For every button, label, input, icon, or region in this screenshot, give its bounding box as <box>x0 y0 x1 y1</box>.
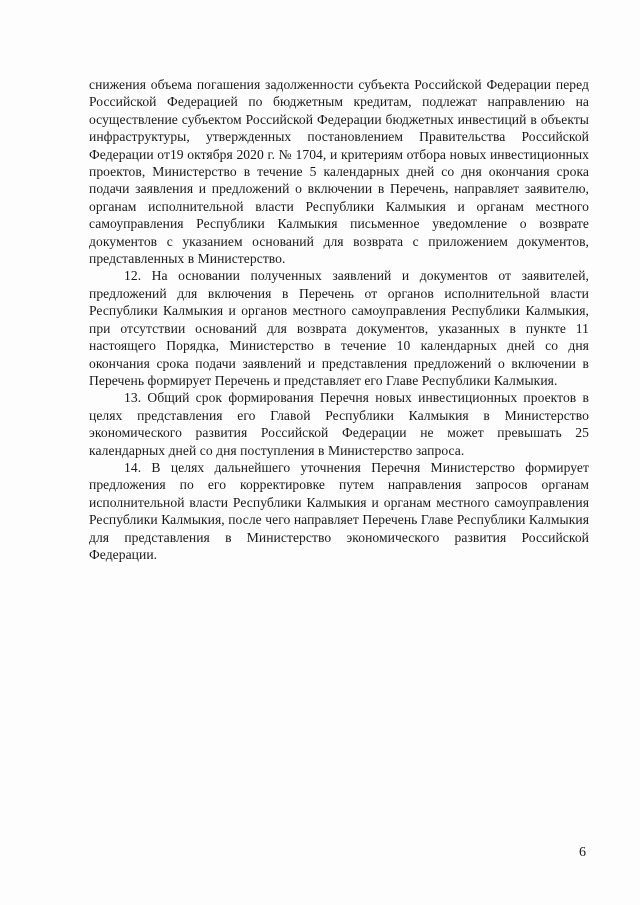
paragraph-item-14: 14. В целях дальнейшего уточнения Перечня Министерство формирует предложения по его корректировке путем направления запросов органам исполнительной власти Республики Калмыкия и органам местного самоуправления Республики Калмыкия, после чего направляет Перечень Главе Республики Калмыкия для представления в Министерство экономического развития Российской Федерации. <box>89 459 589 562</box>
paragraph-item-13: 13. Общий срок формирования Перечня новых инвестиционных проектов в целях представления его Главой Республики Калмыкия в Министерство экономического развития Российской Федерации не может превышать 25 календарных дней со дня поступления в Министерство запроса. <box>89 390 589 458</box>
paragraph-item-12: 12. На основании полученных заявлений и документов от заявителей, предложений для включения в Перечень от органов исполнительной власти Республики Калмыкия и органов местного самоуправления Республики Калмыкия, при отсутствии оснований для возврата документов, указанных в пункте 11 настоящего Порядка, Министерство в течение 10 календарных дней со дня окончания срока подачи заявлений и представления предложений о включении в Перечень формирует Перечень и представляет его Главе Республики Калмыкия. <box>89 268 589 388</box>
paragraph-continuation: снижения объема погашения задолженности субъекта Российской Федерации перед Российской Федерацией по бюджетным кредитам, подлежат направлению на осуществление субъектом Российской Федерации бюджетных инвестиций в объекты инфраструктуры, утвержденных постановлением Правительства Российской Федерации от19 октября 2020 г. № 1704, и критериям отбора новых инвестиционных проектов, Министерство в течение 5 календарных дней со дня окончания срока подачи заявления и предложений о включении в Перечень, направляет заявителю, органам исполнительной власти Республики Калмыкия и органам местного самоуправления Республики Калмыкия письменное уведомление о возврате документов с указанием оснований для возврата с приложением документов, представленных в Министерство. <box>89 77 589 267</box>
page-number: 6 <box>579 845 586 860</box>
document-body <box>89 76 589 563</box>
